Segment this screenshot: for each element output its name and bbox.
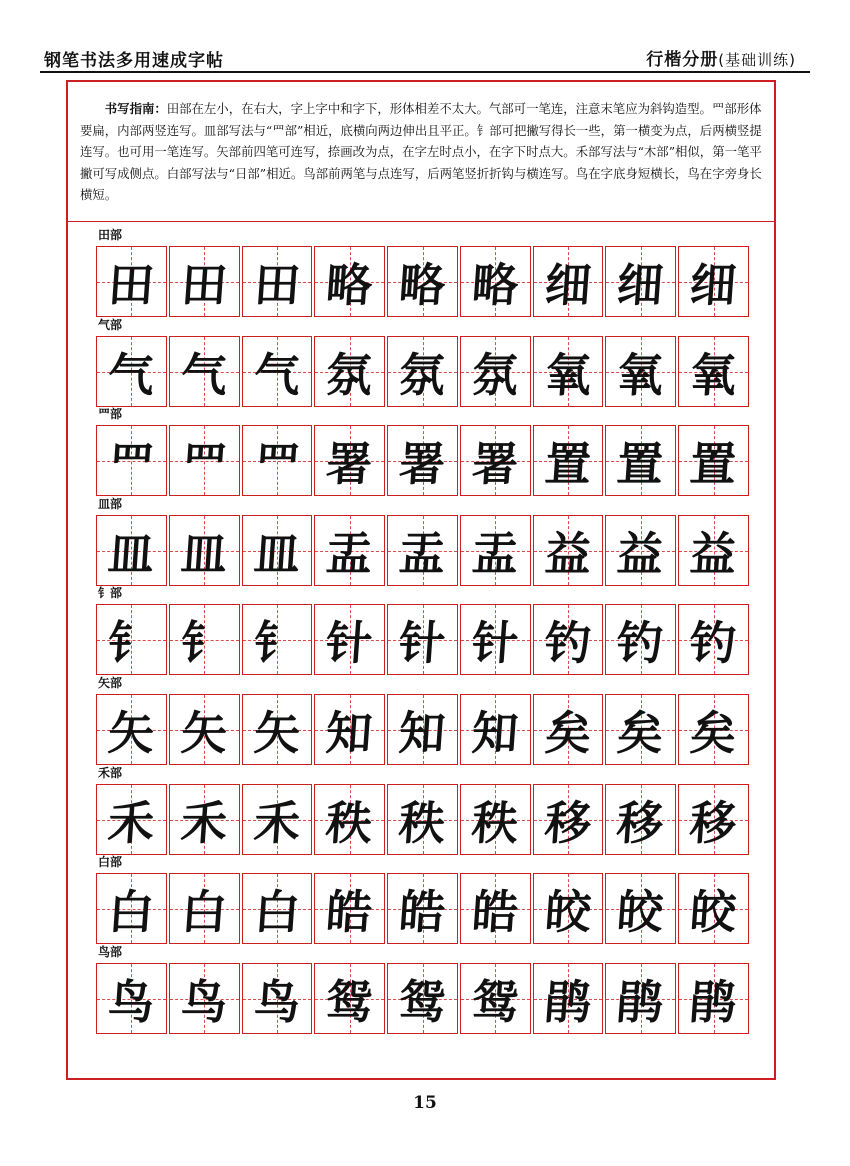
practice-cell	[605, 604, 676, 675]
practice-cell	[460, 604, 531, 675]
practice-character: 秩	[470, 795, 520, 850]
practice-cell	[678, 604, 749, 675]
practice-character: 针	[397, 615, 448, 670]
practice-row	[96, 784, 749, 855]
practice-cell	[242, 515, 313, 586]
practice-cell	[242, 963, 313, 1034]
volume-title	[646, 45, 796, 70]
practice-character: 秩	[324, 795, 375, 850]
practice-cell	[533, 246, 604, 317]
practice-cell	[169, 963, 240, 1034]
practice-character: 皿	[251, 526, 302, 581]
practice-character: 皓	[397, 884, 448, 939]
practice-cell	[460, 515, 531, 586]
section-label: 罒部	[98, 407, 123, 421]
practice-row	[96, 336, 749, 407]
practice-character: 鸟	[179, 974, 229, 1029]
section-label: 钅部	[98, 586, 123, 600]
practice-character: 益	[688, 526, 739, 581]
practice-cell	[169, 604, 240, 675]
section-label: 鸟部	[98, 945, 123, 959]
practice-cell	[533, 694, 604, 765]
page-number: 15	[413, 1093, 437, 1113]
practice-character: 移	[615, 795, 666, 850]
practice-cell	[678, 425, 749, 496]
practice-character: 禾	[251, 795, 302, 850]
volume-name: 行楷分册	[646, 50, 719, 70]
practice-cell	[169, 425, 240, 496]
volume-subtitle: (基础训练)	[718, 51, 796, 69]
practice-cell	[605, 963, 676, 1034]
practice-character: 矣	[615, 705, 666, 760]
practice-cell	[242, 694, 313, 765]
practice-cell	[314, 515, 385, 586]
practice-character: 矢	[251, 705, 302, 760]
writing-guide-text: 田部在左小，在右大，字上字中和字下，形体相差不太大。气部可一笔连，注意末笔应为斜钩造型。罒部形体要扁，内部两竖连写。皿部写法与“罒部”相近，底横向两边伸出且平正。钅部可把撇写得长一些，第一横变为点，后两横竖提连写。也可用一笔连写。矢部前四笔可连写，捺画改为点，在字左时点小，在字下时点大。禾部写法与“木部”相似，第一笔平撇可写成侧点。白部写法与“日部”相近。鸟部前两笔与点连写，后两笔竖折折钩与横连写。鸟在字底身短横长，鸟在字旁身长横短。	[80, 101, 762, 203]
practice-character: 皿	[106, 526, 157, 581]
practice-character: 鸳	[470, 974, 520, 1029]
practice-cell	[387, 336, 458, 407]
practice-row	[96, 515, 749, 586]
practice-character: 气	[106, 347, 157, 402]
section-label: 白部	[98, 855, 123, 869]
practice-cell	[169, 873, 240, 944]
practice-character: 皿	[179, 526, 229, 581]
practice-character: 略	[397, 257, 448, 312]
practice-character: 益	[615, 526, 666, 581]
practice-character: 氛	[397, 347, 448, 402]
practice-cell	[533, 784, 604, 855]
page-header	[40, 36, 820, 70]
practice-character: 禾	[179, 795, 229, 850]
practice-character: 皎	[542, 884, 593, 939]
practice-cell	[314, 784, 385, 855]
practice-cell	[460, 694, 531, 765]
practice-cell	[314, 246, 385, 317]
practice-cell	[314, 336, 385, 407]
practice-character: 益	[542, 526, 593, 581]
practice-character: 氧	[688, 347, 739, 402]
practice-character: 皓	[324, 884, 375, 939]
section-label: 矢部	[98, 676, 123, 690]
practice-cell	[96, 784, 167, 855]
practice-cell	[387, 604, 458, 675]
practice-character: 氛	[324, 347, 375, 402]
practice-character: 钓	[542, 615, 593, 670]
practice-cell	[242, 784, 313, 855]
practice-row	[96, 873, 749, 944]
practice-character: 皎	[688, 884, 739, 939]
practice-character: 气	[251, 347, 302, 402]
practice-cell	[678, 515, 749, 586]
practice-cell	[314, 425, 385, 496]
section-label: 皿部	[98, 497, 123, 511]
practice-cell	[96, 246, 167, 317]
practice-character: 置	[542, 436, 593, 491]
practice-character: 田	[179, 257, 229, 312]
practice-character: 氧	[615, 347, 666, 402]
practice-character: 知	[397, 705, 448, 760]
practice-cell	[314, 604, 385, 675]
practice-cell	[387, 963, 458, 1034]
practice-character: 鸳	[397, 974, 448, 1029]
practice-cell	[242, 425, 313, 496]
practice-cell	[96, 873, 167, 944]
practice-cell	[387, 515, 458, 586]
practice-cell	[387, 425, 458, 496]
practice-cell	[678, 873, 749, 944]
practice-character: 田	[251, 257, 302, 312]
book-title: 钢笔书法多用速成字帖	[44, 51, 224, 71]
practice-row	[96, 694, 749, 765]
practice-cell	[678, 694, 749, 765]
practice-cell	[605, 873, 676, 944]
practice-character: 秩	[397, 795, 448, 850]
practice-character: 移	[688, 795, 739, 850]
guide-divider	[68, 221, 774, 222]
practice-cell	[387, 246, 458, 317]
practice-character: 钅	[251, 615, 302, 670]
practice-character: 针	[470, 615, 520, 670]
practice-character: 移	[542, 795, 593, 850]
practice-row	[96, 963, 749, 1034]
practice-character: 矣	[542, 705, 593, 760]
practice-cell	[169, 336, 240, 407]
practice-cell	[242, 604, 313, 675]
practice-cell	[678, 963, 749, 1034]
practice-cell	[605, 246, 676, 317]
practice-character: 略	[470, 257, 520, 312]
practice-cell	[460, 425, 531, 496]
practice-character: 氧	[542, 347, 593, 402]
practice-cell	[460, 873, 531, 944]
practice-character: 鹃	[615, 974, 666, 1029]
practice-cell	[96, 604, 167, 675]
practice-row	[96, 246, 749, 317]
practice-cell	[314, 694, 385, 765]
practice-cell	[387, 873, 458, 944]
practice-cell	[460, 246, 531, 317]
practice-character: 禾	[106, 795, 157, 850]
practice-character: 盂	[397, 526, 448, 581]
practice-character: 盂	[470, 526, 520, 581]
practice-cell	[96, 336, 167, 407]
section-label: 气部	[98, 318, 123, 332]
practice-cell	[96, 694, 167, 765]
practice-cell	[605, 694, 676, 765]
practice-character: 矢	[106, 705, 157, 760]
practice-row	[96, 604, 749, 675]
writing-guide-lead: 书写指南：	[104, 101, 167, 116]
practice-character: 罒	[106, 436, 157, 491]
practice-cell	[605, 784, 676, 855]
practice-character: 知	[470, 705, 520, 760]
practice-character: 署	[470, 436, 520, 491]
practice-cell	[678, 784, 749, 855]
practice-cell	[169, 246, 240, 317]
practice-cell	[96, 425, 167, 496]
practice-character: 钅	[179, 615, 229, 670]
practice-cell	[605, 336, 676, 407]
practice-character: 略	[324, 257, 375, 312]
practice-character: 针	[324, 615, 375, 670]
practice-cell	[460, 336, 531, 407]
practice-cell	[169, 694, 240, 765]
practice-character: 白	[251, 884, 302, 939]
practice-cell	[533, 515, 604, 586]
practice-character: 罒	[251, 436, 302, 491]
practice-cell	[169, 515, 240, 586]
practice-character: 署	[397, 436, 448, 491]
practice-cell	[533, 604, 604, 675]
section-label: 田部	[98, 228, 123, 242]
practice-cell	[387, 784, 458, 855]
practice-cell	[96, 515, 167, 586]
practice-character: 细	[615, 257, 666, 312]
practice-cell	[460, 963, 531, 1034]
practice-character: 置	[615, 436, 666, 491]
practice-character: 鸟	[251, 974, 302, 1029]
practice-character: 田	[106, 257, 157, 312]
practice-character: 氛	[470, 347, 520, 402]
practice-character: 盂	[324, 526, 375, 581]
practice-character: 矢	[179, 705, 229, 760]
practice-character: 钓	[615, 615, 666, 670]
practice-character: 罒	[179, 436, 229, 491]
practice-character: 白	[179, 884, 229, 939]
practice-cell	[314, 873, 385, 944]
practice-cell	[533, 425, 604, 496]
practice-cell	[242, 336, 313, 407]
practice-cell	[242, 246, 313, 317]
practice-character: 鸟	[106, 974, 157, 1029]
practice-character: 皓	[470, 884, 520, 939]
practice-cell	[169, 784, 240, 855]
practice-row	[96, 425, 749, 496]
practice-character: 细	[542, 257, 593, 312]
practice-character: 鸳	[324, 974, 375, 1029]
practice-cell	[533, 963, 604, 1034]
practice-cell	[678, 336, 749, 407]
practice-character: 钅	[106, 615, 157, 670]
header-divider	[40, 71, 810, 73]
practice-character: 知	[324, 705, 375, 760]
practice-character: 气	[179, 347, 229, 402]
practice-character: 矣	[688, 705, 739, 760]
practice-cell	[96, 963, 167, 1034]
practice-cell	[460, 784, 531, 855]
practice-cell	[605, 425, 676, 496]
practice-character: 白	[106, 884, 157, 939]
practice-character: 皎	[615, 884, 666, 939]
practice-cell	[387, 694, 458, 765]
practice-character: 署	[324, 436, 375, 491]
writing-guide	[80, 98, 764, 206]
practice-cell	[605, 515, 676, 586]
practice-character: 钓	[688, 615, 739, 670]
practice-character: 鹃	[688, 974, 739, 1029]
practice-cell	[533, 336, 604, 407]
practice-cell	[314, 963, 385, 1034]
section-label: 禾部	[98, 766, 123, 780]
practice-character: 鹃	[542, 974, 593, 1029]
practice-character: 细	[688, 257, 739, 312]
practice-cell	[678, 246, 749, 317]
practice-character: 置	[688, 436, 739, 491]
practice-cell	[242, 873, 313, 944]
practice-cell	[533, 873, 604, 944]
